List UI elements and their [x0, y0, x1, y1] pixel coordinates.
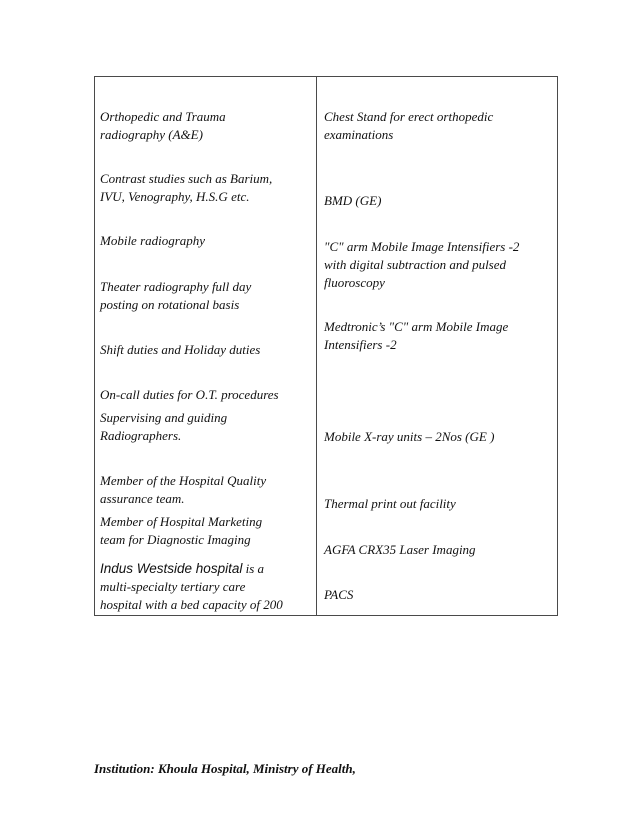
duties-equipment-table: [94, 76, 558, 616]
equipment-item: Medtronic’s "C" arm Mobile Image Intensifiers -2: [324, 319, 509, 352]
duty-item: Shift duties and Holiday duties: [100, 342, 261, 357]
duty-item: Supervising and guiding Radiographers.: [100, 410, 228, 443]
duty-item: On-call duties for O.T. procedures: [100, 387, 279, 402]
institution-line: Institution: Khoula Hospital, Ministry of Health,: [94, 761, 356, 776]
duty-item: Member of the Hospital Quality assurance team.: [100, 473, 267, 506]
duty-item: Member of Hospital Marketing team for Diagnostic Imaging: [100, 514, 263, 547]
hospital-name: Indus Westside hospital: [100, 561, 243, 576]
hospital-description: [100, 560, 312, 614]
duty-item: Contrast studies such as Barium, IVU, Venography, H.S.G etc.: [100, 171, 273, 204]
equipment-item: Chest Stand for erect orthopedic examinations: [324, 109, 494, 142]
equipment-item: PACS: [324, 587, 354, 602]
equipment-item: Thermal print out facility: [324, 496, 456, 511]
hospital-description-tail: is a: [242, 561, 265, 576]
duty-item: Mobile radiography: [100, 233, 206, 248]
equipment-item: AGFA CRX35 Laser Imaging: [324, 542, 476, 557]
duty-item: Theater radiography full day posting on rotational basis: [100, 279, 252, 312]
duty-item: Orthopedic and Trauma radiography (A&E): [100, 109, 226, 142]
equipment-item: "C" arm Mobile Image Intensifiers -2 with digital subtraction and pulsed fluoroscopy: [324, 239, 520, 290]
equipment-item: Mobile X-ray units – 2Nos (GE ): [324, 429, 495, 444]
column-divider: [316, 77, 317, 615]
hospital-description-lines: multi-specialty tertiary care hospital with a bed capacity of 200: [100, 579, 283, 612]
equipment-item: BMD (GE): [324, 193, 382, 208]
